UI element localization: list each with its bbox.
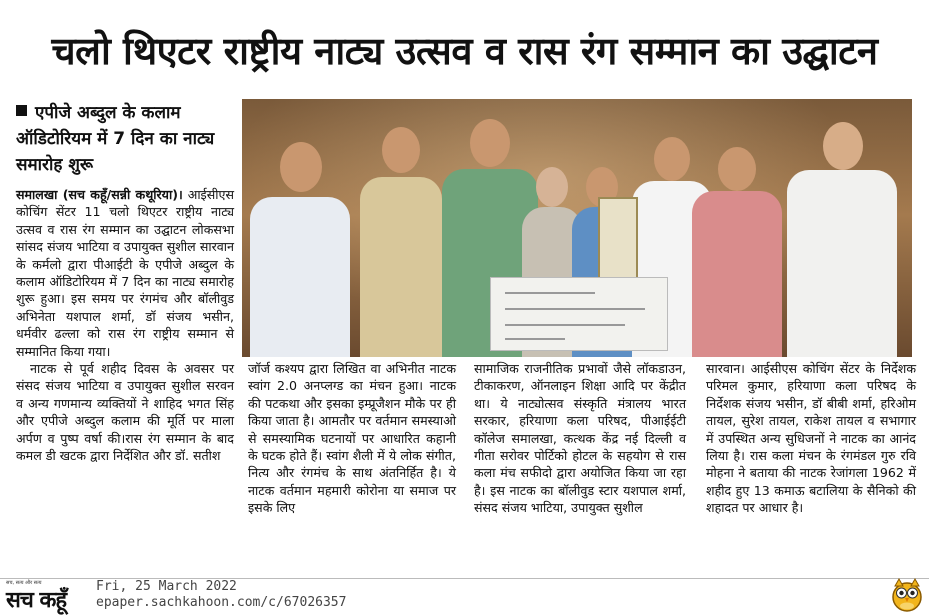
article-column-1 [16,186,234,465]
article-paragraph: आईसीएस कोचिंग सेंटर 11 चलो थिएटर राष्ट्रीय नाट्य उत्सव व रास रंग सम्मान का उद्घाटन लोकसभा सांसद संजय भाटिया व उपायुक्त सुशील सारवान के कर्मलो द्वारा पीआईटी के एपीजे अब्दुल के कलाम ऑडिटोरियम में 7 दिन का नाट्य समारोह शुरू हुआ। इस समय पर रंगमंच और बॉलीवुड अभिनेता यशपाल शर्मा, डॉ संजय भसीन, धर्मवीर ढल्ला को रास रंग राष्ट्रीय सम्मान से सम्मानित किया गया। [16,187,234,359]
article-column-3 [474,360,686,517]
memento-frame [598,197,638,279]
publication-date: Fri, 25 March 2022 [96,579,237,594]
person-figure [692,147,782,357]
brand-name: सच कहूँ [6,588,67,613]
article-column-4 [706,360,916,517]
person-figure [250,142,350,357]
subheadline-text: एपीजे अब्दुल के कलाम ऑडिटोरियम में 7 दिन का नाट्य समारोह शुरू [16,103,215,175]
news-photo [242,99,912,357]
headline: चलो थिएटर राष्ट्रीय नाट्य उत्सव व रास रंग सम्मान का उद्घाटन [51,29,878,73]
square-bullet-icon [16,105,27,116]
epaper-url[interactable]: epaper.sachkahoon.com/c/67026357 [96,595,347,610]
article-paragraph: जॉर्ज कश्यप द्वारा लिखित वा अभिनीत नाटक स्वांग 2.0 अनप्लग्ड का मंचन हुआ। नाटक की पटकथा और इसका इम्प्रूजैशन मौके पर ही किया जाता है। आमतौर पर वर्तमान समस्याओ से समस्यामिक घटनायों पर आधारित कहानी के घटक होते हैं। स्वांग शैली में ये लोक संगीत, नित्य और रंगमंच के साथ अंतनिर्हित है। ये नाटक वर्तमान महमारी कोरोना या समाज पर इसके लिए [248,361,456,516]
brand-logo [6,578,92,614]
article-paragraph: सामाजिक राजनीतिक प्रभावों जैसे लॉकडाउन, टीकाकरण, ऑनलाइन शिक्षा आदि पर केंद्रीत था। ये नाट्योत्सव संस्कृति मंत्रालय भारत सरकार, हरियाणा कला परिषद, पीआईईटी कॉलेज समालखा, कत्थक केंद्र नई दिल्ली व गीता सरोवर पोर्टिको होटल के सहयोग से रास कला मंच सफीदो द्वारा अयोजित किया जा रहा है। इस नाटक का बॉलीवुड स्टार यशपाल शर्मा, संसद संजय भाटिया, उपायुक्त सुशील [474,361,686,516]
article-paragraph: नाटक से पूर्व शहीद दिवस के अवसर पर संसद संजय भाटिया व उपायुक्त सुशील सरवन व अन्य गणमान्य व्यक्तियों ने शाहिद भगत सिंह और एपीजे अब्दुल कलाम की मूर्ति पर माला अर्पण व पुष्प वर्षा की।रास रंग सम्मान के बाद कमल डी खटक द्वारा निर्देशित और डॉ. सतीश [16,361,234,464]
article-column-2 [248,360,456,517]
subheadline [16,100,236,178]
person-figure [360,127,442,357]
owl-mascot-icon [890,576,924,612]
dateline: समालखा (सच कहूँ/सन्नी कथूरिया)। [16,187,183,202]
person-figure [787,122,897,357]
ceremonial-cheque [490,277,668,351]
brand-tagline: सच, सत्य और सत्य [6,580,42,586]
article-paragraph: सारवान। आईसीएस कोचिंग सेंटर के निर्देशक परिमल कुमार, हरियाणा कला परिषद के निर्देशक संजय भसीन, डॉ बीबी शर्मा, हरिओम तायल, सुरेश तायल, राकेश तायल व सभागार में उपस्थित अन्य सुधिजनों ने नाटक का आनंद लिया है। रास कला मंचन के रंगमंडल गुरु रवि मोहना ने बताया की नाटक रेजांगला 1962 में शहीद हुए 13 कमाऊ बटालिया के सैनिको की शहादत पर आधार है। [706,361,916,516]
